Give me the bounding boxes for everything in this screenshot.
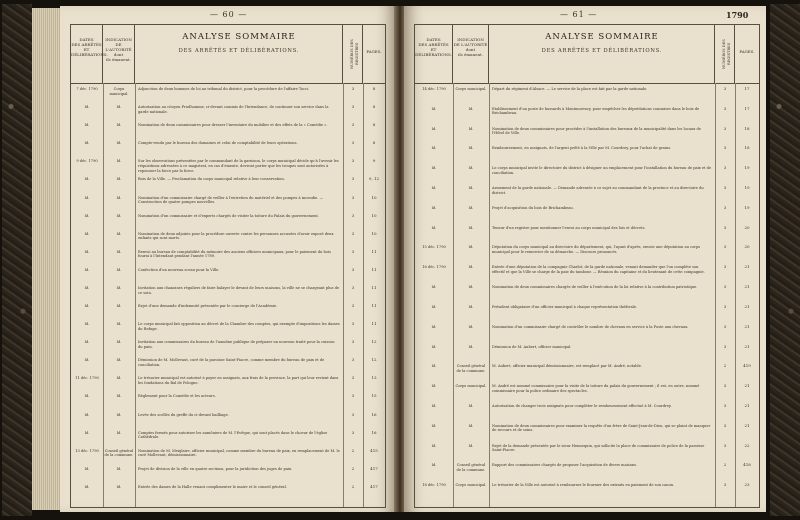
table-row: [71, 232, 385, 249]
entry-date: Id.: [431, 106, 437, 111]
entry-authority: Id.: [116, 159, 122, 164]
entry-page: 13: [371, 376, 377, 381]
entry-summary: Établissement d'un poste de hussards à Montmorency, pour empêcher les déprédations commises dans le bois de Brichambeau.: [492, 106, 700, 116]
entry-authority: Id.: [116, 394, 122, 399]
entry-date: 15 déc. 1790: [422, 245, 446, 250]
entry-page: 11: [371, 249, 377, 254]
entry-authority: Id.: [468, 186, 474, 191]
entry-register-number: 3: [351, 285, 355, 290]
entry-register-number: 3: [351, 340, 355, 345]
entry-page: 12: [371, 358, 377, 363]
entry-register-number: 3: [723, 443, 727, 448]
entry-summary: Le trésorier de la Ville est autorisé à rembourser le fournier des extraits en paiement de son canon.: [492, 483, 675, 488]
entry-register-number: 3: [351, 177, 355, 182]
entry-date: Id.: [84, 394, 90, 399]
entry-date: Id.: [431, 285, 437, 290]
entry-summary: Rejet de la demande présentée par le sieur Hennequin, qui sollicite la place de commissaire de police de la paroisse Saint-Fiacre.: [492, 443, 705, 453]
left-page: [60, 6, 396, 512]
entry-date: Id.: [84, 267, 90, 272]
entry-summary: Entrée d'une députation de la compagnie Charlot, de la garde nationale, venant demander que l'on complète son effectif et que la Ville se charge de la paie du tambour. — Réunion du capitaine et du lieutenant de cette compagnie.: [492, 265, 705, 274]
entry-summary: Confection d'un nouveau sceau pour la Ville.: [138, 267, 220, 272]
entry-page: 21: [744, 384, 750, 389]
table-row: [415, 444, 759, 463]
entry-register-number: 2: [351, 466, 355, 471]
right-page-number: — 61 —: [560, 10, 598, 19]
entry-summary: Rejet d'une demande d'indemnité présentée par le concierge de l'Académie.: [138, 304, 278, 309]
entry-summary: Levée des scellés du greffe du ci-devant bailliage.: [138, 412, 229, 417]
entry-register-number: 3: [723, 225, 727, 230]
entry-register-number: 3: [723, 384, 727, 389]
entry-register-number: 3: [351, 304, 355, 309]
page-edges: [32, 8, 60, 510]
entry-register-number: 3: [351, 430, 355, 435]
entry-date: 14 déc. 1790: [422, 87, 446, 91]
entry-date: Id.: [84, 231, 90, 236]
entry-authority: Conseil général de la commune.: [456, 463, 486, 472]
entry-authority: Id.: [116, 177, 122, 182]
entry-date: 13 déc. 1790: [75, 448, 99, 453]
entry-date: Id.: [84, 322, 90, 327]
entry-summary: Nomination de deux commissaires pour examiner la requête d'un frère de Saint-Jean-de-Dieu, qui se plaint de manquer de secours et de soins.: [492, 423, 711, 433]
entry-register-number: 3: [723, 285, 727, 290]
entry-date: Id.: [84, 340, 90, 345]
entry-date: Id.: [431, 423, 437, 428]
table-row: [415, 127, 759, 146]
entry-authority: Corps municipal.: [109, 87, 129, 96]
entry-register-number: 3: [351, 213, 355, 218]
entry-authority: Id.: [468, 225, 474, 230]
entry-register-number: 3: [351, 358, 355, 363]
table-row: [415, 345, 759, 364]
entry-register-number: 3: [723, 304, 727, 309]
entry-summary: Sur les observations présentées par le commandant de la garnison, le corps municipal décide qu'à l'avenir les réquisitions adressées à ce magistrat, en cas d'émeute, devront porter que les troupes sont autorisées à repousser la force par la force.: [138, 159, 339, 173]
entry-register-number: 3: [351, 141, 355, 146]
entry-page: 16: [371, 430, 377, 435]
table-row: [71, 177, 385, 194]
entry-authority: Id.: [116, 304, 122, 309]
entry-authority: Id.: [116, 358, 122, 363]
table-row: [415, 285, 759, 304]
entry-date: Id.: [431, 463, 437, 468]
entry-date: Id.: [431, 403, 437, 408]
entry-authority: Id.: [468, 166, 474, 171]
entry-page: 21: [744, 403, 750, 408]
entry-page: 9: [372, 159, 376, 164]
entry-summary: Rapport des commissaires chargés de proposer l'acquisition de divers maisons.: [492, 463, 638, 468]
table-row: [71, 286, 385, 303]
table-row: [71, 196, 385, 213]
entry-summary: Bois de la Ville. — Proclamation du corps municipal relative à leur conservation.: [138, 177, 285, 182]
right-register-table: [414, 24, 760, 508]
header-pages: PAGES.: [366, 49, 382, 54]
entry-date: Id.: [431, 146, 437, 151]
entry-summary: Nomination de deux adjoints pour la procédure ouverte contre les personnes accusées d'avoir exposé deux enfants qui sont morts.: [138, 231, 334, 241]
header-subtitle: DES ARRÊTÉS ET DÉLIBÉRATIONS.: [541, 48, 663, 54]
entry-summary: Députation du corps municipal au directoire du département, qui, l'ayant d'après, envoie une députation au corps municipal pour le remercier de sa démarche. — Discours prononcés.: [492, 245, 701, 255]
entry-page: 8: [372, 141, 376, 146]
table-row: [71, 268, 385, 285]
entry-page: 21: [744, 324, 750, 329]
entry-date: Id.: [431, 205, 437, 210]
entry-summary: Comptes fermés pour autoriser les aumôniers de M. l'Évêque, qui sont placés dans le choeur de l'église Cathédrale.: [138, 430, 328, 440]
entry-page: 19: [744, 186, 750, 191]
entry-summary: Démission de M. Mollevaut, curé de la paroisse Saint-Fiacre, comme membre du bureau de paix et de conciliation.: [138, 358, 325, 367]
entry-register-number: 3: [351, 267, 355, 272]
entry-page: 17: [744, 87, 750, 91]
entry-page: 21: [744, 304, 750, 309]
header-authority: INDICATION DE L'AUTORITÉ dont ils émanent.: [103, 25, 135, 83]
entry-date: Id.: [431, 364, 437, 369]
entry-page: 10: [371, 195, 377, 200]
entry-date: Id.: [431, 225, 437, 230]
entry-date: Id.: [431, 304, 437, 309]
table-row: [415, 364, 759, 383]
entry-register-number: 3: [351, 195, 355, 200]
header-analysis: [489, 25, 715, 83]
entry-summary: Nomination de M. Meiglaire, officier municipal, comme membre du bureau de paix, en remplacement de M. le curé Mollevaut, démissionnaire.: [138, 448, 340, 458]
entry-date: 11 déc. 1790: [75, 376, 99, 381]
entry-authority: Id.: [468, 146, 474, 151]
entry-date: Id.: [431, 384, 437, 389]
entry-register-number: 3: [723, 126, 727, 131]
entry-page: 15: [371, 394, 377, 399]
entry-authority: Conseil général de la commune.: [104, 448, 134, 458]
entry-authority: Id.: [116, 213, 122, 218]
table-row: [415, 245, 759, 264]
entry-summary: Nomination de deux commissaires pour dresser l'inventaire du mobilier et des effets de la « Comédie ».: [138, 123, 328, 128]
table-row: [71, 431, 385, 448]
entry-summary: Adjonction de deux hommes de loi au tribunal du district, pour la procédure de l'affaire Tocci.: [138, 87, 310, 91]
header-dates: DATES DES ARRÊTÉS ET DÉLIBÉRATIONS.: [415, 25, 453, 83]
left-register-table: [70, 24, 386, 508]
entry-summary: Président obligataire d'un officier municipal à chaque représentation théâtrale.: [492, 304, 638, 309]
entry-date: 16 déc. 1790: [422, 265, 446, 270]
entry-date: Id.: [84, 466, 90, 471]
entry-register-number: 3: [723, 186, 727, 191]
entry-date: Id.: [431, 126, 437, 131]
entry-summary: Démission de M. Aubert, officier municipal.: [492, 344, 572, 349]
entry-page: 21: [744, 344, 750, 349]
header-title: ANALYSE SOMMAIRE: [545, 32, 659, 42]
entry-authority: Id.: [116, 322, 122, 327]
header-number: NUMÉROS DES REGISTRES: [715, 25, 735, 83]
table-row: [415, 186, 759, 205]
entry-authority: Id.: [116, 412, 122, 417]
entry-register-number: 2: [351, 484, 355, 489]
entry-date: Id.: [84, 484, 90, 489]
entry-summary: Autorisation au citoyen Prudhomme, ci-devant commis de l'Intendance, de continuer son service dans la garde nationale.: [138, 105, 329, 114]
entry-page: 20: [744, 245, 750, 250]
table-row: [415, 384, 759, 403]
table-row: [415, 463, 759, 482]
table-row: [415, 107, 759, 126]
entry-page: 18: [744, 126, 750, 131]
entry-register-number: 3: [723, 483, 727, 488]
entry-date: Id.: [84, 430, 90, 435]
entry-page: 23: [744, 483, 750, 488]
entry-authority: Id.: [116, 430, 122, 435]
entry-authority: Id.: [468, 423, 474, 428]
marbled-board-right: [770, 4, 800, 516]
entry-register-number: 3: [723, 423, 727, 428]
table-row: [415, 305, 759, 324]
entry-summary: Compte-rendu par le bureau des domaines et celui de comptabilité de leurs opérations.: [138, 141, 298, 146]
entry-authority: Id.: [116, 195, 122, 200]
entry-page: 9, 12: [368, 177, 380, 182]
entry-summary: Le corps municipal fait opposition au décret de la Chambre des comptes, qui exempte d'impositions les dames du Refuge.: [138, 322, 340, 331]
entry-summary: Nomination d'un commissaire chargé de veiller à l'entretien du matériel et des pompes à incendie. — Construction de quatre pompes nouvelles.: [138, 195, 324, 205]
entry-date: Id.: [431, 186, 437, 191]
entry-register-number: 3: [351, 123, 355, 128]
table-row: [71, 340, 385, 357]
table-row: [71, 87, 385, 104]
entry-register-number: 3: [723, 245, 727, 250]
entry-page: 417: [370, 466, 378, 471]
entry-authority: Id.: [468, 324, 474, 329]
entry-page: 415: [370, 448, 378, 453]
entry-summary: Remboursement, en assignats, de l'argent prêté à la Ville par M. Courdrey, pour l'achat de grains.: [492, 146, 672, 151]
entry-authority: Id.: [116, 141, 122, 146]
entry-date: Id.: [84, 123, 90, 128]
entry-summary: Le corps municipal invite le directoire du district à désigner un emplacement pour l'installation du bureau de paix et de conciliation.: [492, 166, 712, 175]
entry-page: 20: [744, 225, 750, 230]
entry-register-number: 3: [351, 159, 355, 164]
table-row: [71, 449, 385, 466]
entry-register-number: 3: [723, 106, 727, 111]
entry-page: 418: [743, 463, 751, 468]
running-year: 1790: [726, 10, 749, 20]
entry-date: 9 déc. 1790: [76, 159, 98, 164]
header-subtitle: DES ARRÊTÉS ET DÉLIBÉRATIONS.: [178, 48, 300, 54]
entry-authority: Conseil général de la commune.: [456, 364, 486, 373]
entry-authority: Corps municipal.: [455, 87, 487, 91]
marbled-board-left: [2, 4, 32, 516]
entry-register-number: 3: [351, 87, 355, 91]
header-number: NUMÉROS DES REGISTRES: [343, 25, 363, 83]
table-row: [415, 424, 759, 443]
table-row: [71, 322, 385, 339]
entry-date: Id.: [84, 213, 90, 218]
entry-register-number: 3: [351, 322, 355, 327]
entry-page: 10: [371, 213, 377, 218]
table-row: [415, 483, 759, 502]
entry-page: 21: [744, 423, 750, 428]
entry-register-number: 3: [723, 344, 727, 349]
entry-summary: M. Aubert, officier municipal démissionnaire, est remplacé par M. André, notable.: [492, 364, 642, 369]
table-row: [415, 166, 759, 185]
entry-page: 19: [744, 166, 750, 171]
entry-summary: Nomination d'un commissaire et d'experts chargés de visiter la toiture du Palais du gouvernement.: [138, 213, 320, 218]
entry-authority: Id.: [116, 105, 122, 110]
entry-register-number: 3: [723, 324, 727, 329]
entry-register-number: 2: [723, 364, 727, 369]
header-authority: INDICATION DE L'AUTORITÉ dont ils émanent.: [453, 25, 489, 83]
entry-date: Id.: [84, 105, 90, 110]
entry-authority: Id.: [116, 340, 122, 345]
entry-page: 11: [371, 304, 377, 309]
entry-register-number: 3: [723, 205, 727, 210]
header-analysis: [135, 25, 343, 83]
entry-summary: Invitation aux chanoines réguliers de faire balayer le devant de leurs maisons, la ville ne se chargeant plus de ce soin.: [138, 285, 340, 295]
entry-register-number: 2: [351, 448, 355, 453]
entry-authority: Id.: [116, 267, 122, 272]
header-pages: PAGES.: [739, 49, 755, 54]
entry-date: Id.: [431, 443, 437, 448]
table-row: [415, 404, 759, 423]
entry-authority: Id.: [116, 249, 122, 254]
entry-authority: Id.: [116, 123, 122, 128]
entry-page: 8: [372, 105, 376, 110]
entry-summary: Projet d'acquisition du bois de Brichambeau.: [492, 205, 574, 210]
entry-authority: Id.: [468, 403, 474, 408]
entry-summary: Autorisation de changer trois assignats pour compléter le remboursement effectué à M. Courdrey.: [492, 403, 672, 408]
table-row: [71, 304, 385, 321]
entry-date: Id.: [84, 249, 90, 254]
entry-summary: Nomination de deux commissaires chargés de veiller à l'exécution de la loi relative à la contribution patriotique.: [492, 285, 698, 290]
entry-page: 11: [371, 322, 377, 327]
entry-date: Id.: [84, 304, 90, 309]
entry-summary: Règlement pour la Comédie et les acteurs.: [138, 394, 216, 399]
table-row: [415, 226, 759, 245]
table-row: [71, 250, 385, 267]
table-row: [415, 325, 759, 344]
entry-page: 8: [372, 87, 376, 91]
entry-register-number: 3: [723, 87, 727, 91]
entry-summary: Renvoi au bureau de comptabilité du mémoire des anciens officiers municipaux, pour le paiement du bois fourni à l'Intendant pendant l'année 1789.: [138, 249, 331, 259]
entry-page: 21: [744, 265, 750, 270]
entry-register-number: 3: [723, 265, 727, 270]
entry-date: 7 déc. 1790: [76, 87, 98, 91]
entry-register-number: 3: [723, 166, 727, 171]
table-row: [71, 467, 385, 484]
entry-register-number: 3: [351, 412, 355, 417]
entry-authority: Id.: [468, 265, 474, 270]
table-row: [71, 141, 385, 158]
entry-date: Id.: [431, 166, 437, 171]
entry-date: 18 déc. 1790: [422, 483, 446, 488]
entry-authority: Id.: [468, 106, 474, 111]
entry-summary: Projet de division de la ville en quatre sections, pour la juridiction des juges de paix.: [138, 466, 293, 471]
entry-authority: Id.: [116, 484, 122, 489]
entry-summary: Départ du régiment d'Alsace. — Le service de la place est fait par la garde nationale.: [492, 87, 648, 91]
entry-authority: Id.: [468, 344, 474, 349]
entry-authority: Id.: [468, 443, 474, 448]
entry-summary: Nomination de deux commissaires pour procéder à l'installation des bureaux de la municipalité dans les locaux de l'Hôtel de Ville.: [492, 126, 701, 136]
entry-page: 19: [744, 205, 750, 210]
table-row: [415, 87, 759, 106]
entry-register-number: 2: [723, 463, 727, 468]
entry-page: 18: [744, 146, 750, 151]
table-row: [71, 123, 385, 140]
table-row: [415, 146, 759, 165]
entry-summary: Entrée des dames de la Halle venant complimenter le maire et le conseil général.: [138, 484, 287, 489]
entry-register-number: 3: [351, 376, 355, 381]
table-row: [71, 358, 385, 375]
table-row: [71, 394, 385, 411]
entry-authority: Id.: [116, 376, 122, 381]
entry-date: Id.: [84, 177, 90, 182]
entry-register-number: 3: [351, 394, 355, 399]
entry-page: 419: [743, 364, 751, 369]
entry-authority: Id.: [116, 285, 122, 290]
entry-date: Id.: [84, 285, 90, 290]
entry-summary: Le trésorier municipal est autorisé à payer en assignats, aux frais de la province, la part qui leur revient dans les fondations du Bal de Pologne.: [138, 376, 339, 385]
entry-page: 8: [372, 123, 376, 128]
entry-date: Id.: [84, 412, 90, 417]
entry-register-number: 3: [723, 403, 727, 408]
entry-authority: Id.: [116, 231, 122, 236]
entry-summary: Nomination d'un commissaire chargé de contrôler le nombre de chevaux en service à la Poste aux chevaux.: [492, 324, 689, 329]
header-title: ANALYSE SOMMAIRE: [182, 32, 296, 42]
entry-register-number: 3: [351, 105, 355, 110]
entry-page: 21: [744, 285, 750, 290]
entry-summary: M. André est nommé commissaire pour la visite de la toiture du palais du gouvernement ; il est, en outre, nommé commissaire pour la police ordinaire des spectacles.: [492, 384, 700, 393]
entry-register-number: 3: [351, 231, 355, 236]
entry-page: 16: [371, 412, 377, 417]
entry-page: 12: [371, 340, 377, 345]
entry-page: 11: [371, 267, 377, 272]
table-row: [415, 265, 759, 284]
table-row: [71, 413, 385, 430]
table-row: [71, 376, 385, 393]
entry-authority: Id.: [116, 466, 122, 471]
entry-date: Id.: [84, 141, 90, 146]
entry-register-number: 3: [351, 249, 355, 254]
table-row: [71, 105, 385, 122]
entry-authority: Id.: [468, 285, 474, 290]
entry-register-number: 3: [723, 146, 727, 151]
entry-summary: Invitation aux commissaires du bureau de l'aumône publique de préparer un nouveau traité pour la cuisson du pain.: [138, 340, 335, 349]
entry-authority: Id.: [468, 205, 474, 210]
entry-authority: Id.: [468, 126, 474, 131]
left-page-number: — 60 —: [210, 10, 248, 19]
table-row: [71, 159, 385, 176]
header-dates: DATES DES ARRÊTÉS ET DÉLIBÉRATIONS.: [71, 25, 103, 83]
entry-date: Id.: [431, 344, 437, 349]
table-row: [415, 206, 759, 225]
right-page: [404, 6, 766, 512]
entry-page: 417: [370, 484, 378, 489]
entry-page: 10: [371, 231, 377, 236]
entry-date: Id.: [431, 324, 437, 329]
entry-summary: Armement de la garde nationale. — Demande adressée à ce sujet au commandant de la province et au directoire du district.: [492, 186, 704, 195]
entry-authority: Id.: [468, 245, 474, 250]
entry-summary: Teneur d'un registre pour mentionner l'envoi au corps municipal des lois et décrets.: [492, 225, 646, 230]
right-table-header: [415, 25, 759, 84]
entry-authority: Corps municipal.: [455, 384, 487, 389]
left-table-header: [71, 25, 385, 84]
entry-page: 22: [744, 443, 750, 448]
entry-page: 11: [371, 285, 377, 290]
entry-date: Id.: [84, 358, 90, 363]
table-row: [71, 485, 385, 502]
entry-authority: Corps municipal.: [455, 483, 487, 488]
entry-page: 17: [744, 106, 750, 111]
table-row: [71, 214, 385, 231]
entry-date: Id.: [84, 195, 90, 200]
entry-authority: Id.: [468, 304, 474, 309]
